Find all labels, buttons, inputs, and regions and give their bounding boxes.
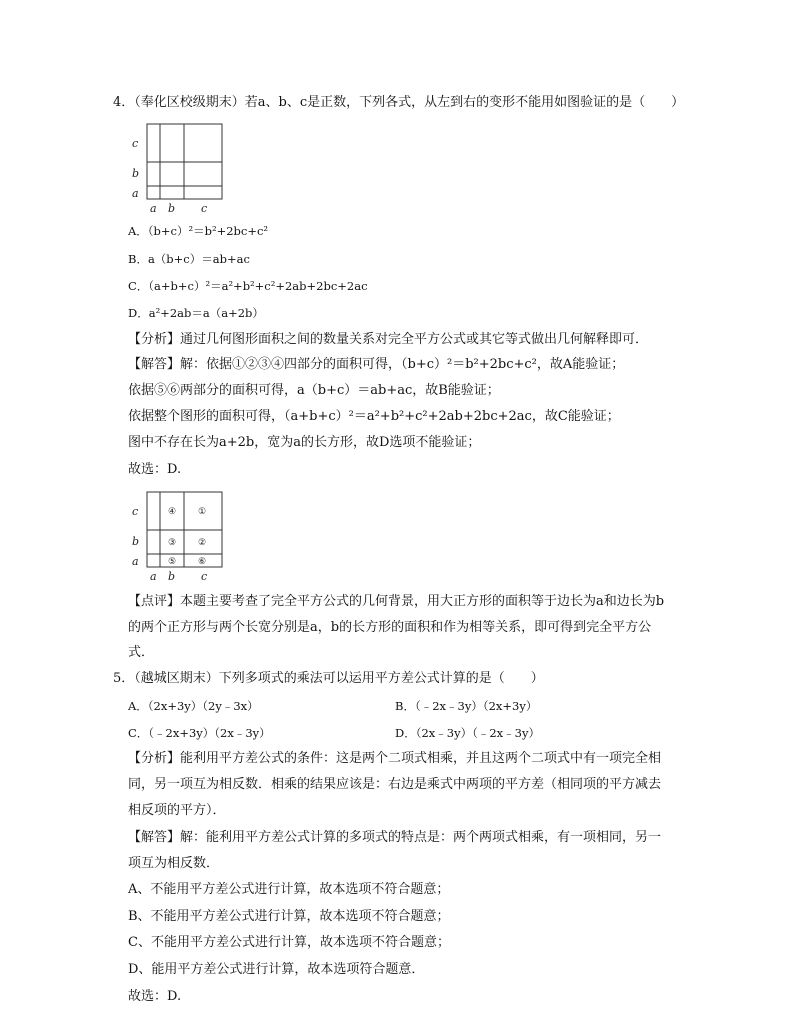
- q4-option-c: C．（a+b+c）²＝a²+b²+c²+2ab+2bc+2ac: [128, 279, 368, 293]
- q4-figure-2: [130, 486, 240, 588]
- numbered-area-grid-diagram: [130, 486, 240, 584]
- row-label-a: a: [132, 555, 139, 568]
- cell-number-3: ③: [168, 538, 177, 548]
- area-grid-diagram: [130, 118, 240, 216]
- q5-solution-line: D、能用平方差公式进行计算，故本选项符合题意．: [128, 962, 425, 977]
- q5-solution-line: 【解答】解：能利用平方差公式计算的多项式的特点是：两个两项式相乘，有一项相同，另一: [128, 830, 662, 845]
- q4-comment-line: 的两个正方形与两个长宽分别是a，b的长方形的面积和作为相等关系，即可得到完全平方公: [128, 620, 652, 635]
- q5-option-b: B．（﹣2x﹣3y）（2x+3y）: [395, 699, 538, 713]
- q5-answer: 故选：D.: [128, 989, 182, 1004]
- q4-solution-line: 图中不存在长为a+2b，宽为a的长方形，故D选项不能验证；: [128, 435, 481, 450]
- col-label-b: b: [168, 202, 176, 215]
- q4-solution-line: 依据整个图形的面积可得，（a+b+c）²＝a²+b²+c²+2ab+2bc+2ac，故C能验证；: [128, 409, 620, 424]
- col-label-c: c: [201, 570, 208, 583]
- q5-solution-line: C、不能用平方差公式进行计算，故本选项不符合题意；: [128, 935, 450, 950]
- cell-number-4: ④: [168, 507, 177, 517]
- col-label-a: a: [150, 570, 157, 583]
- col-label-a: a: [150, 202, 157, 215]
- q5-analysis-line: 相反项的平方）．: [128, 803, 226, 818]
- row-label-b: b: [132, 535, 140, 548]
- q5-solution-line: A、不能用平方差公式进行计算，故本选项不符合题意；: [128, 882, 450, 897]
- cell-number-1: ①: [198, 507, 207, 517]
- row-label-c: c: [132, 137, 139, 150]
- q5-analysis-line: 同，另一项互为相反数．相乘的结果应该是：右边是乘式中两项的平方差（相同项的平方减去: [128, 777, 662, 792]
- q4-solution-line: 【解答】解：依据①②③④四部分的面积可得，（b+c）²＝b²+2bc+c²，故A能验证；: [128, 357, 625, 372]
- cell-number-2: ②: [198, 538, 207, 548]
- q4-solution-line: 依据⑤⑥两部分的面积可得，a（b+c）＝ab+ac，故B能验证；: [128, 383, 500, 398]
- row-label-b: b: [132, 167, 140, 180]
- q4-comment-line: 式．: [128, 645, 155, 660]
- q4-option-d: D．a²+2ab＝a（a+2b）: [128, 306, 264, 320]
- col-label-c: c: [201, 202, 208, 215]
- q4-analysis: 【分析】通过几何图形面积之间的数量关系对完全平方公式或其它等式做出几何解释即可．: [128, 332, 649, 347]
- q5-option-c: C．（﹣2x+3y）（2x﹣3y）: [128, 726, 271, 740]
- q4-option-b: B．a（b+c）＝ab+ac: [128, 252, 250, 266]
- q4-stem: 4．（奉化区校级期末）若a、b、c是正数，下列各式，从左到右的变形不能用如图验证的是（ ）: [113, 95, 685, 110]
- q4-comment-line: 【点评】本题主要考查了完全平方公式的几何背景，用大正方形的面积等于边长为a和边长为b: [128, 594, 665, 609]
- q4-answer: 故选：D.: [128, 462, 182, 477]
- q5-option-a: A．（2x+3y）（2y﹣3x）: [128, 699, 259, 713]
- row-label-a: a: [132, 187, 139, 200]
- row-label-c: c: [132, 505, 139, 518]
- cell-number-6: ⑥: [198, 557, 207, 567]
- q5-solution-line: B、不能用平方差公式进行计算，故本选项不符合题意；: [128, 909, 450, 924]
- q5-analysis-line: 【分析】能利用平方差公式的条件：这是两个二项式相乘，并且这两个二项式中有一项完全相: [128, 751, 662, 766]
- q5-option-d: D．（2x﹣3y）（﹣2x﹣3y）: [395, 726, 540, 740]
- q5-solution-line: 项互为相反数．: [128, 856, 220, 871]
- q4-figure-1: [130, 118, 240, 220]
- cell-number-5: ⑤: [168, 557, 177, 567]
- q5-stem: 5．（越城区期末）下列多项式的乘法可以运用平方差公式计算的是（ ）: [113, 671, 544, 686]
- q4-option-a: A．（b+c）²＝b²+2bc+c²: [128, 224, 269, 238]
- col-label-b: b: [168, 570, 176, 583]
